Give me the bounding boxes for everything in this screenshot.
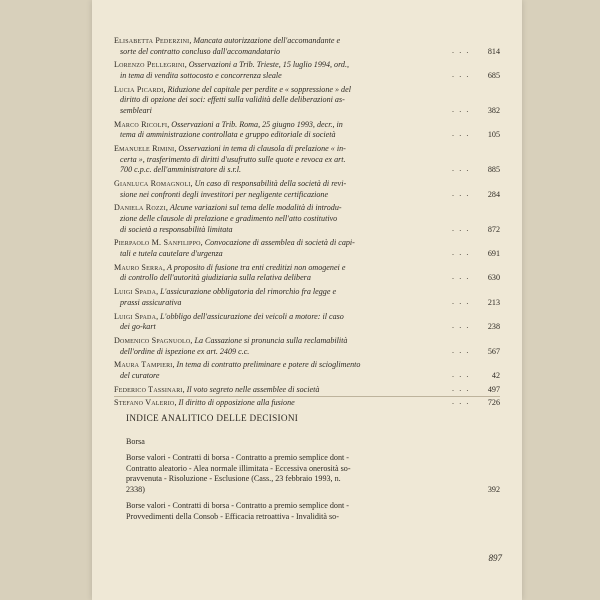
entry-title-text: zione delle clausole di prelazione e gradimento nell'atto costitutivo <box>120 214 338 224</box>
entry-page-number: 630 <box>487 273 500 283</box>
decision-line: Borse valori - Contratti di borsa - Contratto a premio semplice dont - <box>126 453 349 462</box>
entry-title-text: Convocazione di assemblea di società di capi- <box>204 238 355 248</box>
dot-leader: . . . <box>452 321 470 331</box>
author-index <box>114 36 500 412</box>
index-entry <box>114 336 500 357</box>
entry-author: Pierpaolo M. Sanfilippo <box>114 238 201 248</box>
entry-author: Luigi Spada <box>114 287 157 297</box>
entry-continuation-line <box>114 214 464 225</box>
entry-page-number: 105 <box>487 130 500 140</box>
entry-page-number: 885 <box>487 165 500 175</box>
dot-leader: . . . <box>452 397 470 407</box>
decision-line: 2338) <box>126 484 145 494</box>
decision-line: Borse valori - Contratti di borsa - Contratto a premio semplice dont - <box>126 501 349 511</box>
decision-page-number: 392 <box>487 484 500 494</box>
entry-author: Emanuele Rimini <box>114 144 175 154</box>
dot-leader: . . . <box>452 104 470 114</box>
section-divider <box>114 396 500 397</box>
entry-title-text: Il diritto di opposizione alla fusione <box>178 398 295 408</box>
entry-title-text: tali e tutela cautelare d'urgenza <box>120 249 223 258</box>
index-entry <box>114 398 500 409</box>
entry-continuation-line <box>114 155 464 166</box>
entry-page-number: 284 <box>487 189 500 199</box>
dot-leader: . . . <box>452 345 470 355</box>
entry-page-number: 691 <box>487 249 500 258</box>
entry-continuation-line <box>114 298 464 309</box>
entry-continuation-line <box>114 190 464 201</box>
entry-author: Mauro Serra <box>114 262 163 272</box>
entry-author: Lucia Picardi <box>114 84 164 94</box>
dot-leader: . . . <box>452 45 470 55</box>
decision-entry <box>126 501 500 522</box>
dot-leader: . . . <box>452 369 470 379</box>
entry-author: Federico Tassinari <box>114 384 183 394</box>
entry-continuation-line <box>114 106 464 117</box>
dot-leader: . . . <box>452 223 470 233</box>
entry-title-text: di società a responsabilità limitata <box>120 224 233 234</box>
entry-title-text: Osservazioni in tema di clausola di prelazione « in- <box>178 144 346 154</box>
book-page <box>92 0 522 600</box>
entry-title-text: Alcune variazioni sul tema delle modalità di introdu- <box>169 203 342 213</box>
entry-title-text: 700 c.p.c. dell'amministratore di s.r.l. <box>120 165 242 175</box>
entry-title-text: in tema di vendita sottocosto e concorrenza sleale <box>120 70 282 80</box>
entry-page-number: 726 <box>487 398 500 408</box>
entry-first-line: Domenico Spagnuolo, La Cassazione si pronuncia sulla reclamabilità <box>114 335 348 345</box>
entry-continuation-line <box>114 71 464 82</box>
entry-continuation-line <box>114 322 464 333</box>
entry-author: Luigi Spada <box>114 311 157 321</box>
index-entry <box>114 60 500 81</box>
index-entry <box>114 287 500 308</box>
entry-author: Marco Ricolfi <box>114 119 168 129</box>
dot-leader: . . . <box>452 248 470 257</box>
entry-page-number: 567 <box>487 346 500 356</box>
entry-title-text: del curatore <box>120 370 160 380</box>
entry-first-line: Gianluca Romagnoli, Un caso di responsabilità della società di revi- <box>114 179 347 189</box>
dot-leader: . . . <box>452 188 470 198</box>
entry-author: Maura Tampieri <box>114 360 173 370</box>
entry-author: Elisabetta Pederzini <box>114 36 190 45</box>
entry-continuation-line <box>114 225 464 236</box>
entry-first-line: Luigi Spada, L'obbligo dell'assicurazione dei veicoli a motore: il caso <box>114 311 344 321</box>
entry-author: Daniela Rozzi <box>114 203 166 213</box>
entry-title-text: di controllo dell'autorità giudiziaria sulla relativa delibera <box>120 273 311 283</box>
entry-first-line: Luigi Spada, L'assicurazione obbligatoria del rimorchio fra legge e <box>114 287 337 297</box>
index-entry <box>114 179 500 200</box>
entry-continuation-line <box>114 249 464 260</box>
entry-first-line: Pierpaolo M. Sanfilippo, Convocazione di assemblea di società di capi- <box>114 238 355 248</box>
entry-title-text: certa », trasferimento di diritti d'usufrutto sulle quote e revoca ex art. <box>120 154 346 164</box>
entry-title-text: Riduzione del capitale per perdite e « soppressione » del <box>167 84 351 94</box>
entry-first-line: Elisabetta Pederzini, Mancata autorizzazione dell'accomandante e <box>114 36 341 45</box>
index-entry <box>114 144 500 176</box>
dot-leader: . . . <box>452 164 470 174</box>
index-entry <box>114 360 500 381</box>
index-entry <box>114 36 500 57</box>
index-entry <box>114 203 500 235</box>
entry-first-line: Lucia Picardi, Riduzione del capitale per perdite e « soppressione » del <box>114 84 351 94</box>
entry-page-number: 685 <box>487 70 500 80</box>
decision-line: Provvedimenti della Consob - Efficacia retroattiva - Invalidità so- <box>126 511 339 521</box>
entry-continuation-line <box>114 273 464 284</box>
entry-author: Stefano Valerio <box>114 398 175 408</box>
entry-page-number: 238 <box>487 322 500 332</box>
entry-first-line: Lorenzo Pellegrini, Osservazioni a Trib. Trieste, 15 luglio 1994, ord., <box>114 60 350 70</box>
index-entry <box>114 385 500 396</box>
entry-title-text: In tema di contratto preliminare e potere di scioglimento <box>176 360 361 370</box>
entry-title-text: Osservazioni a Trib. Trieste, 15 luglio 1994, ord., <box>188 60 350 70</box>
entry-continuation-line <box>114 347 464 358</box>
decision-line: Contratto aleatorio - Alea normale illimitata - Eccessiva onerosità so- <box>126 463 351 473</box>
decision-index <box>126 453 500 529</box>
entry-title-text: L'obbligo dell'assicurazione dei veicoli a motore: il caso <box>160 311 344 321</box>
entry-continuation-line <box>114 130 464 141</box>
entry-first-line: Maura Tampieri, In tema di contratto preliminare e potere di scioglimento <box>114 360 361 370</box>
dot-leader: . . . <box>452 129 470 139</box>
entry-title-text: dell'ordine di ispezione ex art. 2409 c.c. <box>120 346 250 356</box>
index-entry <box>114 312 500 333</box>
entry-first-line: Daniela Rozzi, Alcune variazioni sul tema delle modalità di introdu- <box>114 203 342 213</box>
dot-leader: . . . <box>452 69 470 79</box>
entry-first-line: Federico Tassinari, Il voto segreto nelle assemblee di società <box>114 384 320 394</box>
entry-author: Lorenzo Pellegrini <box>114 60 185 70</box>
entry-page-number: 213 <box>487 297 500 307</box>
entry-title-text: dei go-kart <box>120 322 156 332</box>
entry-title-text: Mancata autorizzazione dell'accomandante e <box>193 36 341 45</box>
entry-title-text: prassi assicurativa <box>120 297 182 307</box>
dot-leader: . . . <box>452 272 470 282</box>
entry-continuation-line <box>114 165 464 176</box>
entry-continuation-line <box>114 371 464 382</box>
section-title: INDICE ANALITICO DELLE DECISIONI <box>126 413 299 423</box>
index-entry <box>114 85 500 117</box>
entry-first-line: Mauro Serra, A proposito di fusione tra enti creditizi non omogenei e <box>114 262 346 272</box>
entry-title-text: Un caso di responsabilità della società di revi- <box>194 179 347 189</box>
entry-first-line: Stefano Valerio, Il diritto di opposizione alla fusione <box>114 398 295 408</box>
entry-title-text: Il voto segreto nelle assemblee di società <box>186 384 320 394</box>
entry-page-number: 382 <box>487 105 500 115</box>
entry-title-text: diritto di opzione dei soci: effetti sulla validità delle deliberazioni as- <box>120 95 345 105</box>
entry-first-line: Emanuele Rimini, Osservazioni in tema di clausola di prelazione « in- <box>114 144 346 154</box>
category-heading: Borsa <box>126 437 145 446</box>
entry-title-text: tema di amministrazione controllata e gruppo editoriale di società <box>120 130 336 140</box>
index-entry <box>114 120 500 141</box>
entry-page-number: 42 <box>491 370 500 380</box>
entry-page-number: 497 <box>487 384 500 394</box>
entry-author: Domenico Spagnuolo <box>114 335 191 345</box>
entry-title-text: sembleari <box>120 105 152 115</box>
entry-continuation-line <box>114 47 464 58</box>
page-number: 897 <box>488 553 502 563</box>
entry-continuation-line <box>114 95 464 106</box>
decision-entry <box>126 453 500 495</box>
entry-first-line: Marco Ricolfi, Osservazioni a Trib. Roma, 25 giugno 1993, decr., in <box>114 119 343 129</box>
entry-title-text: sione nei confronti degli investitori per negligente certificazione <box>120 189 329 199</box>
decision-line: pravvenuta - Risoluzione - Esclusione (Cass., 23 febbraio 1993, n. <box>126 474 341 484</box>
entry-page-number: 814 <box>487 46 500 56</box>
index-entry <box>114 238 500 259</box>
entry-title-text: Osservazioni a Trib. Roma, 25 giugno 1993, decr., in <box>171 119 343 129</box>
dot-leader: . . . <box>452 383 470 393</box>
dot-leader: . . . <box>452 296 470 306</box>
entry-title-text: A proposito di fusione tra enti creditizi non omogenei e <box>166 262 346 272</box>
entry-title-text: sorte del contratto concluso dall'accomandatario <box>120 46 280 56</box>
entry-title-text: La Cassazione si pronuncia sulla reclamabilità <box>194 335 348 345</box>
entry-title-text: L'assicurazione obbligatoria del rimorchio fra legge e <box>160 287 337 297</box>
entry-author: Gianluca Romagnoli <box>114 179 191 189</box>
entry-page-number: 872 <box>487 224 500 234</box>
index-entry <box>114 263 500 284</box>
